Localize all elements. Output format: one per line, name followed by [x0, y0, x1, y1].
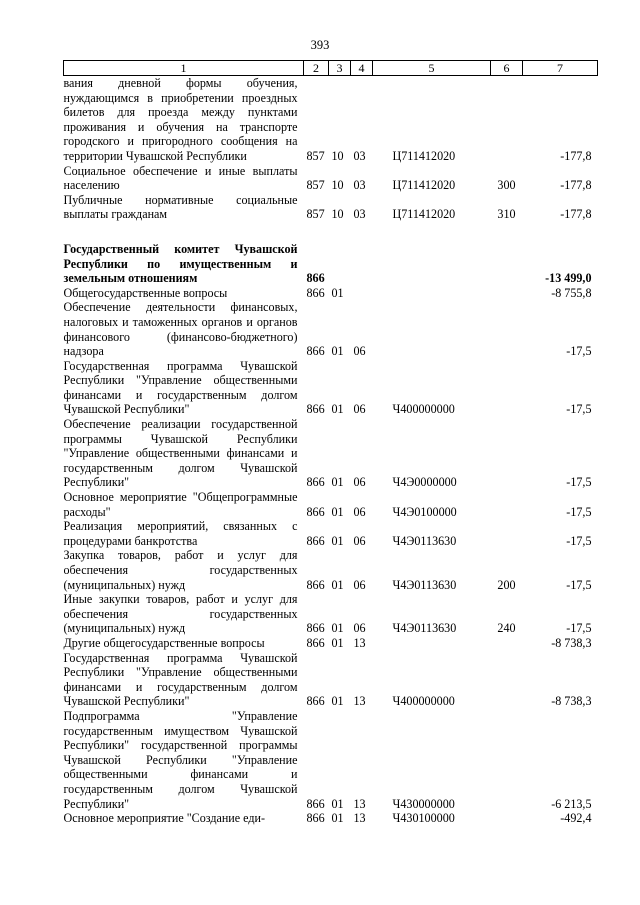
row-pr-cell: 13	[353, 796, 366, 811]
table-row	[64, 359, 598, 417]
row-ved-cell: 866	[306, 475, 325, 490]
row-rz-cell: 01	[331, 533, 344, 548]
row-amount-cell: -17,5	[566, 533, 592, 548]
row-name-cell: Иные закупки товаров, работ и услуг для обеспечения государственных (муниципальных) нужд	[63, 592, 298, 636]
row-pr-cell: 06	[353, 577, 366, 592]
row-name-cell: Социальное обеспечение и иные выплаты населению	[63, 163, 298, 193]
row-target-cell: Ч4Э0000000	[392, 475, 457, 490]
header-col-2: 2	[304, 61, 329, 76]
row-vr-cell	[491, 651, 523, 709]
row-name-cell: Подпрограмма "Управление государственным имуществом Чувашской Республики" государственной программы Чувашской Республики "Управление общественными финансами и государственным долгом Чувашской Республики"	[63, 708, 298, 811]
row-ved-cell: 857	[306, 178, 325, 193]
row-vr-cell	[491, 709, 523, 811]
row-pr-cell: 06	[353, 344, 366, 359]
row-amount-cell: -177,8	[560, 148, 592, 163]
row-ved-cell: 866	[306, 635, 325, 650]
table-row	[64, 164, 598, 193]
row-rz-cell: 10	[331, 178, 344, 193]
row-target-cell: Ц711412020	[392, 207, 456, 222]
row-target-cell: Ч430000000	[392, 796, 455, 811]
row-ved-cell: 866	[306, 344, 325, 359]
row-rz-cell: 01	[331, 285, 344, 300]
table-row	[64, 490, 598, 519]
header-row	[64, 61, 598, 76]
table-row	[64, 592, 598, 636]
row-name-cell: Общегосударственные вопросы	[63, 285, 228, 300]
row-vr-cell	[491, 490, 523, 519]
row-ved-cell: 866	[306, 577, 325, 592]
table-row	[64, 76, 598, 164]
row-amount-cell: -17,5	[566, 577, 592, 592]
row-vr-cell: 300	[497, 178, 516, 193]
row-rz-cell: 01	[331, 621, 344, 636]
row-ved-cell: 866	[306, 533, 325, 548]
header-col-4: 4	[351, 61, 373, 76]
header-col-5: 5	[373, 61, 491, 76]
row-rz-cell: 01	[331, 577, 344, 592]
row-amount-cell: -177,8	[560, 178, 592, 193]
row-rz-cell: 01	[331, 694, 344, 709]
row-target-cell: Ч4Э0100000	[392, 504, 457, 519]
row-vr-cell	[491, 519, 523, 548]
row-pr-cell	[351, 286, 373, 301]
page-number: 393	[310, 38, 330, 52]
table-row	[64, 548, 598, 592]
table-row	[64, 193, 598, 222]
budget-table	[63, 60, 598, 826]
table-row	[64, 300, 598, 358]
row-rz-cell: 01	[331, 796, 344, 811]
row-ved-cell: 866	[306, 271, 325, 286]
row-pr-cell: 13	[353, 694, 366, 709]
row-vr-cell	[491, 76, 523, 164]
row-target-cell	[373, 300, 491, 358]
row-ved-cell: 866	[306, 621, 325, 636]
row-rz-cell: 01	[331, 344, 344, 359]
row-ved-cell: 857	[306, 148, 325, 163]
row-vr-cell: 310	[497, 207, 516, 222]
row-rz-cell: 01	[331, 402, 344, 417]
row-name-cell: Реализация мероприятий, связанных с процедурами банкротства	[63, 519, 298, 548]
row-target-cell: Ч4Э0113630	[392, 621, 457, 636]
row-ved-cell: 866	[306, 504, 325, 519]
row-pr-cell	[351, 242, 373, 286]
row-vr-cell	[491, 242, 523, 286]
row-pr-cell: 03	[353, 207, 366, 222]
row-amount-cell: -6 213,5	[551, 796, 592, 811]
row-rz-cell: 01	[331, 475, 344, 490]
header-col-3: 3	[329, 61, 351, 76]
row-rz-cell	[329, 242, 351, 286]
row-rz-cell: 10	[331, 148, 344, 163]
row-name-cell: Обеспечение деятельности финансовых, налоговых и таможенных органов и органов финансового (финансово-бюджетного) надзора	[63, 300, 298, 359]
row-target-cell: Ч4Э0113630	[392, 577, 457, 592]
table-row	[64, 709, 598, 811]
row-vr-cell	[491, 636, 523, 651]
row-ved-cell: 866	[306, 402, 325, 417]
row-pr-cell: 06	[353, 621, 366, 636]
row-ved-cell: 866	[306, 811, 325, 826]
row-pr-cell: 03	[353, 148, 366, 163]
row-amount-cell: -8 738,3	[551, 635, 592, 650]
row-target-cell	[373, 636, 491, 651]
row-target-cell: Ц711412020	[392, 148, 456, 163]
table-row	[64, 242, 598, 286]
table-row	[64, 519, 598, 548]
table-row	[64, 286, 598, 301]
row-amount-cell: -13 499,0	[545, 271, 592, 286]
row-rz-cell: 10	[331, 207, 344, 222]
row-name-cell: Государственная программа Чувашской Республики "Управление общественными финансами и государственным долгом Чувашской Республики"	[63, 650, 298, 709]
row-vr-cell	[491, 811, 523, 826]
spacer-row	[64, 222, 598, 242]
row-target-cell: Ц711412020	[392, 178, 456, 193]
row-name-cell: вания дневной формы обучения, нуждающимся в приобретении проездных билетов для проезда между пунктами проживания и обучения на транспорте городского и пригородного сообщения на территории Чувашской Республики	[63, 76, 298, 163]
row-name-cell: Государственный комитет Чувашской Республики по имущественным и земельным отношениям	[63, 241, 298, 286]
row-amount-cell: -8 738,3	[551, 694, 592, 709]
row-rz-cell: 01	[331, 811, 344, 826]
row-amount-cell: -177,8	[560, 207, 592, 222]
header-col-6: 6	[491, 61, 523, 76]
row-vr-cell: 200	[497, 577, 516, 592]
row-amount-cell: -17,5	[566, 621, 592, 636]
row-name-cell: Основное мероприятие "Общепрограммные расходы"	[63, 490, 298, 519]
row-name-cell: Закупка товаров, работ и услуг для обеспечения государственных (муниципальных) нужд	[63, 548, 298, 592]
row-name-cell: Государственная программа Чувашской Республики "Управление общественными финансами и государственным долгом Чувашской Республики"	[63, 358, 298, 417]
row-vr-cell	[491, 359, 523, 417]
row-pr-cell: 13	[353, 635, 366, 650]
table-row	[64, 417, 598, 490]
row-vr-cell: 240	[497, 621, 516, 636]
header-col-7: 7	[523, 61, 598, 76]
row-pr-cell: 06	[353, 402, 366, 417]
row-target-cell	[373, 286, 491, 301]
row-amount-cell: -17,5	[566, 504, 592, 519]
row-target-cell: Ч4Э0113630	[392, 533, 457, 548]
row-pr-cell: 13	[353, 811, 366, 826]
table-row	[64, 636, 598, 651]
row-rz-cell: 01	[331, 504, 344, 519]
row-target-cell: Ч400000000	[392, 402, 455, 417]
row-name-cell: Основное мероприятие "Создание еди-	[63, 811, 266, 826]
row-ved-cell: 857	[306, 207, 325, 222]
row-target-cell: Ч400000000	[392, 694, 455, 709]
row-pr-cell: 06	[353, 475, 366, 490]
row-amount-cell: -8 755,8	[551, 285, 592, 300]
table-header	[64, 61, 598, 76]
row-amount-cell: -492,4	[560, 811, 592, 826]
header-col-1: 1	[64, 61, 304, 76]
row-pr-cell: 06	[353, 504, 366, 519]
row-target-cell	[373, 242, 491, 286]
row-vr-cell	[491, 417, 523, 490]
row-ved-cell: 866	[306, 285, 325, 300]
row-target-cell: Ч430100000	[392, 811, 455, 826]
spacer-cell	[64, 222, 598, 242]
row-name-cell: Другие общегосударственные вопросы	[63, 635, 265, 650]
table-row	[64, 811, 598, 826]
row-amount-cell: -17,5	[566, 475, 592, 490]
row-rz-cell: 01	[331, 635, 344, 650]
row-name-cell: Обеспечение реализации государственной программы Чувашской Республики "Управление общественными финансами и государственным долгом Чувашской Республики"	[63, 417, 298, 490]
row-amount-cell: -17,5	[566, 344, 592, 359]
row-vr-cell	[491, 300, 523, 358]
table-body	[64, 76, 598, 826]
row-ved-cell: 866	[306, 796, 325, 811]
row-vr-cell	[491, 286, 523, 301]
row-pr-cell: 06	[353, 533, 366, 548]
row-name-cell: Публичные нормативные социальные выплаты гражданам	[63, 192, 298, 222]
row-ved-cell: 866	[306, 694, 325, 709]
table-row	[64, 651, 598, 709]
row-pr-cell: 03	[353, 178, 366, 193]
row-amount-cell: -17,5	[566, 402, 592, 417]
